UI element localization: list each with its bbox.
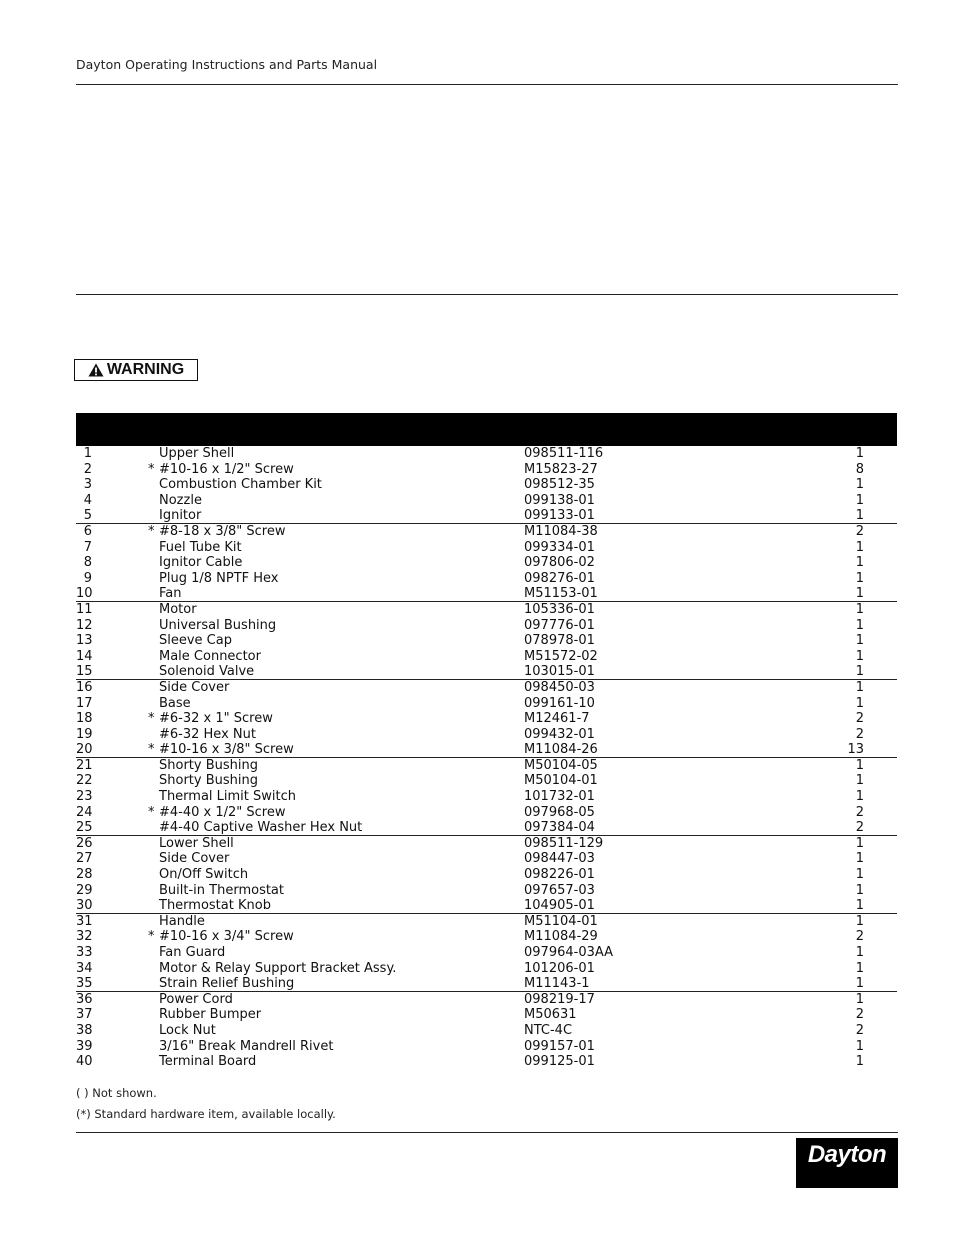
part-description: Shorty Bushing [159,773,258,789]
quantity: 13 [847,742,864,758]
part-description: Base [159,695,191,711]
part-description: Terminal Board [159,1054,257,1070]
table-row [76,805,897,821]
part-number: M15823-27 [524,461,598,477]
table-row [76,929,897,945]
quantity: 1 [855,555,864,571]
part-description: On/Off Switch [159,867,249,883]
part-number: 104905-01 [524,898,595,914]
warning-text: WARNING [106,361,185,378]
quantity: 1 [855,695,864,711]
ref-number: 27 [76,851,93,867]
table-row [76,680,897,696]
standard-hardware-mark: * [148,523,155,539]
ref-number: 30 [76,898,93,914]
part-description: Fan Guard [159,945,226,960]
quantity: 1 [855,617,864,633]
quantity: 1 [855,757,864,773]
ref-number: 13 [76,633,93,649]
part-number: M51153-01 [524,586,598,602]
ref-number: 9 [83,570,92,586]
ref-number: 20 [76,742,93,758]
part-description: Lower Shell [159,835,234,851]
table-row [76,867,897,883]
part-description: Handle [159,913,205,929]
part-number: 097657-03 [524,882,595,898]
part-description: Side Cover [159,679,230,695]
quantity: 1 [855,477,864,493]
ref-number: 5 [83,508,92,524]
table-row [76,664,897,680]
quantity: 2 [855,523,864,539]
part-number: 097384-04 [524,820,595,836]
table-row [76,586,897,602]
part-description: Ignitor [159,508,202,524]
ref-number: 32 [76,929,93,945]
warning-triangle-icon [88,363,104,377]
table-row [76,773,897,789]
part-number: 097806-02 [524,555,595,571]
ref-number: 39 [76,1038,93,1054]
part-description: Male Connector [159,648,261,664]
ref-number: 6 [83,523,92,539]
standard-hardware-mark: * [148,929,155,945]
footnote-not-shown: ( ) Not shown. [76,1086,157,1100]
ref-number: 35 [76,976,93,992]
ref-number: 28 [76,867,93,883]
quantity: 8 [855,461,864,477]
quantity: 1 [855,648,864,664]
ref-number: 3 [83,477,92,493]
part-number: 098226-01 [524,867,595,883]
part-number: 101732-01 [524,789,595,805]
ref-number: 38 [76,1022,93,1038]
ref-number: 21 [76,757,93,773]
table-row [76,742,897,758]
quantity: 1 [855,991,864,1007]
quantity: 1 [855,446,864,461]
part-description: Built-in Thermostat [159,882,284,898]
part-number: M11084-26 [524,742,598,758]
table-row [76,976,897,992]
quantity: 1 [855,508,864,524]
table-row [76,711,897,727]
quantity: 2 [855,804,864,820]
quantity: 1 [855,867,864,883]
ref-number: 4 [83,492,92,508]
part-description: Nozzle [159,492,202,508]
ref-number: 26 [76,835,93,851]
part-number: 098512-35 [524,477,595,493]
quantity: 2 [855,1007,864,1023]
ref-number: 24 [76,804,93,820]
ref-number: 31 [76,913,93,929]
footer-rule [76,1132,898,1133]
part-number: 098276-01 [524,570,595,586]
ref-number: 17 [76,695,93,711]
part-description: Motor & Relay Support Bracket Assy. [159,960,397,976]
part-description: #10-16 x 1/2" Screw [159,461,294,477]
part-number: M50104-01 [524,773,598,789]
table-row [76,961,897,977]
running-header: Dayton Operating Instructions and Parts Manual [76,57,378,72]
part-number: M11084-29 [524,929,598,945]
part-description: Combustion Chamber Kit [159,477,322,493]
section-rule [76,294,898,295]
part-description: Fan [159,586,182,602]
quantity: 1 [855,976,864,992]
part-description: Fuel Tube Kit [159,539,242,555]
ref-number: 11 [76,601,93,617]
quantity: 1 [855,960,864,976]
part-description: Side Cover [159,851,230,867]
table-row [76,992,897,1008]
quantity: 1 [855,945,864,960]
ref-number: 18 [76,711,93,727]
part-number: 097968-05 [524,804,595,820]
part-number: 101206-01 [524,960,595,976]
ref-number: 15 [76,664,93,680]
part-description: #10-16 x 3/4" Screw [159,929,294,945]
ref-number: 29 [76,882,93,898]
part-description: Plug 1/8 NPTF Hex [159,570,279,586]
quantity: 1 [855,539,864,555]
dayton-logo: Dayton [796,1138,898,1188]
ref-number: 8 [83,555,92,571]
part-number: 098447-03 [524,851,595,867]
part-number: 098450-03 [524,679,595,695]
part-number: 099133-01 [524,508,595,524]
part-description: Power Cord [159,991,233,1007]
table-row [76,618,897,634]
quantity: 1 [855,633,864,649]
part-number: 078978-01 [524,633,595,649]
part-number: 105336-01 [524,601,595,617]
table-row [76,555,897,571]
part-description: Motor [159,601,197,617]
quantity: 1 [855,570,864,586]
quantity: 1 [855,664,864,680]
quantity: 1 [855,586,864,602]
ref-number: 14 [76,648,93,664]
part-description: Strain Relief Bushing [159,976,295,992]
ref-number: 37 [76,1007,93,1023]
table-row [76,446,897,462]
ref-number: 7 [83,539,92,555]
table-row [76,696,897,712]
part-number: M50104-05 [524,757,598,773]
table-row [76,727,897,743]
quantity: 1 [855,882,864,898]
table-row [76,633,897,649]
part-number: M51572-02 [524,648,598,664]
table-row [76,602,897,618]
table-row [76,508,897,524]
quantity: 1 [855,835,864,851]
ref-number: 33 [76,945,93,960]
part-number: 099334-01 [524,539,595,555]
part-number: 103015-01 [524,664,595,680]
parts-table [76,446,897,1070]
table-row [76,945,897,961]
ref-number: 1 [83,446,92,461]
part-description: Thermostat Knob [159,898,271,914]
table-row [76,1039,897,1055]
part-number: 099157-01 [524,1038,595,1054]
quantity: 2 [855,726,864,742]
table-row [76,540,897,556]
quantity: 1 [855,851,864,867]
table-row [76,524,897,540]
quantity: 1 [855,913,864,929]
part-description: Lock Nut [159,1022,216,1038]
quantity: 2 [855,820,864,836]
part-description: #6-32 Hex Nut [159,726,256,742]
parts-table-header [76,413,897,446]
table-row [76,851,897,867]
ref-number: 12 [76,617,93,633]
part-description: Thermal Limit Switch [159,789,297,805]
table-row [76,649,897,665]
part-number: M11143-1 [524,976,590,992]
ref-number: 2 [83,461,92,477]
part-number: 097776-01 [524,617,595,633]
part-description: #6-32 x 1" Screw [159,711,273,727]
table-row [76,1023,897,1039]
table-row [76,758,897,774]
table-row [76,820,897,836]
part-number: M50631 [524,1007,577,1023]
part-description: Ignitor Cable [159,555,243,571]
part-number: 099432-01 [524,726,595,742]
part-number: 098219-17 [524,991,595,1007]
part-description: Shorty Bushing [159,757,258,773]
table-row [76,836,897,852]
ref-number: 23 [76,789,93,805]
part-number: 097964-03AA [524,945,614,960]
ref-number: 36 [76,991,93,1007]
table-row [76,789,897,805]
part-description: #4-40 x 1/2" Screw [159,804,286,820]
ref-number: 40 [76,1054,93,1070]
table-row [76,1054,897,1070]
part-number: M51104-01 [524,913,598,929]
part-description: Universal Bushing [159,617,277,633]
quantity: 1 [855,679,864,695]
standard-hardware-mark: * [148,742,155,758]
part-number: 099125-01 [524,1054,595,1070]
part-number: 098511-129 [524,835,604,851]
header-rule [76,84,898,85]
part-number: NTC-4C [524,1022,573,1038]
ref-number: 16 [76,679,93,695]
ref-number: 10 [76,586,93,602]
table-row [76,1007,897,1023]
ref-number: 19 [76,726,93,742]
part-description: Sleeve Cap [159,633,232,649]
table-row [76,898,897,914]
ref-number: 25 [76,820,93,836]
part-description: 3/16" Break Mandrell Rivet [159,1038,334,1054]
table-row [76,493,897,509]
standard-hardware-mark: * [148,461,155,477]
part-description: #8-18 x 3/8" Screw [159,523,286,539]
ref-number: 34 [76,960,93,976]
quantity: 1 [855,601,864,617]
quantity: 1 [855,773,864,789]
quantity: 1 [855,898,864,914]
part-number: 099161-10 [524,695,595,711]
part-description: #10-16 x 3/8" Screw [159,742,294,758]
part-number: 099138-01 [524,492,595,508]
part-number: M12461-7 [524,711,590,727]
part-number: 098511-116 [524,446,604,461]
ref-number: 22 [76,773,93,789]
standard-hardware-mark: * [148,711,155,727]
table-row [76,462,897,478]
table-row [76,477,897,493]
table-row [76,571,897,587]
quantity: 1 [855,492,864,508]
footnote-standard-hardware: (*) Standard hardware item, available locally. [76,1107,336,1121]
quantity: 1 [855,1054,864,1070]
part-description: Solenoid Valve [159,664,255,680]
part-description: Rubber Bumper [159,1007,262,1023]
part-number: M11084-38 [524,523,598,539]
quantity: 2 [855,929,864,945]
part-description: Upper Shell [159,446,235,461]
standard-hardware-mark: * [148,804,155,820]
quantity: 2 [855,1022,864,1038]
quantity: 2 [855,711,864,727]
table-row [76,883,897,899]
warning-label [74,359,198,381]
table-row [76,914,897,930]
quantity: 1 [855,789,864,805]
part-description: #4-40 Captive Washer Hex Nut [159,820,363,836]
quantity: 1 [855,1038,864,1054]
